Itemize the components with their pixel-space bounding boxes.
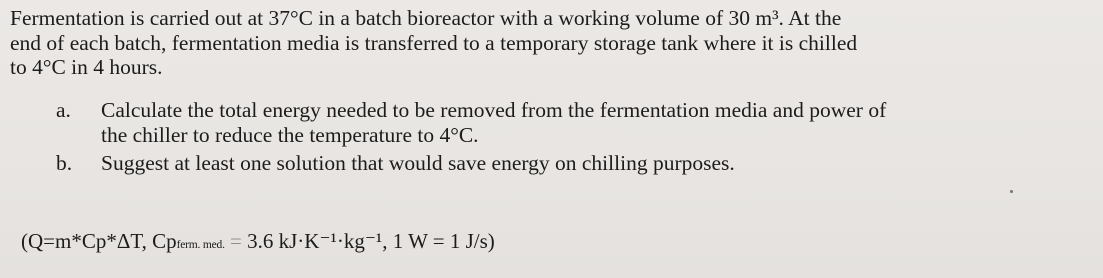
statement-line-3: to 4°C in 4 hours.: [10, 55, 163, 79]
formula-value: 3.6 kJ·K⁻¹·kg⁻¹, 1 W = 1 J/s): [247, 229, 495, 253]
statement-line-1: Fermentation is carried out at 37°C in a batch bioreactor with a working volume of 30 m³. At the: [10, 6, 842, 30]
statement-line-2: end of each batch, fermentation media is transferred to a temporary storage tank where it is chilled: [10, 30, 858, 55]
formula-hint: [21, 229, 495, 254]
question-b-line-1: Suggest at least one solution that would save energy on chilling purposes.: [101, 151, 735, 175]
question-a-line-2: the chiller to reduce the temperature to 4°C.: [101, 123, 479, 147]
formula-equals: =: [224, 229, 248, 253]
question-a-marker: a.: [56, 98, 71, 122]
problem-statement: [10, 6, 1095, 80]
question-a-line-1: Calculate the total energy needed to be removed from the fermentation media and power of: [101, 98, 887, 122]
question-a: [56, 98, 1096, 148]
question-b: [56, 151, 1096, 176]
formula-subscript: ferm. med.: [176, 239, 225, 251]
question-list: [56, 98, 1096, 176]
stray-mark: [1010, 190, 1013, 193]
question-b-marker: b.: [56, 151, 73, 175]
formula-prefix: (Q=m*Cp*ΔT, Cp: [21, 229, 177, 253]
